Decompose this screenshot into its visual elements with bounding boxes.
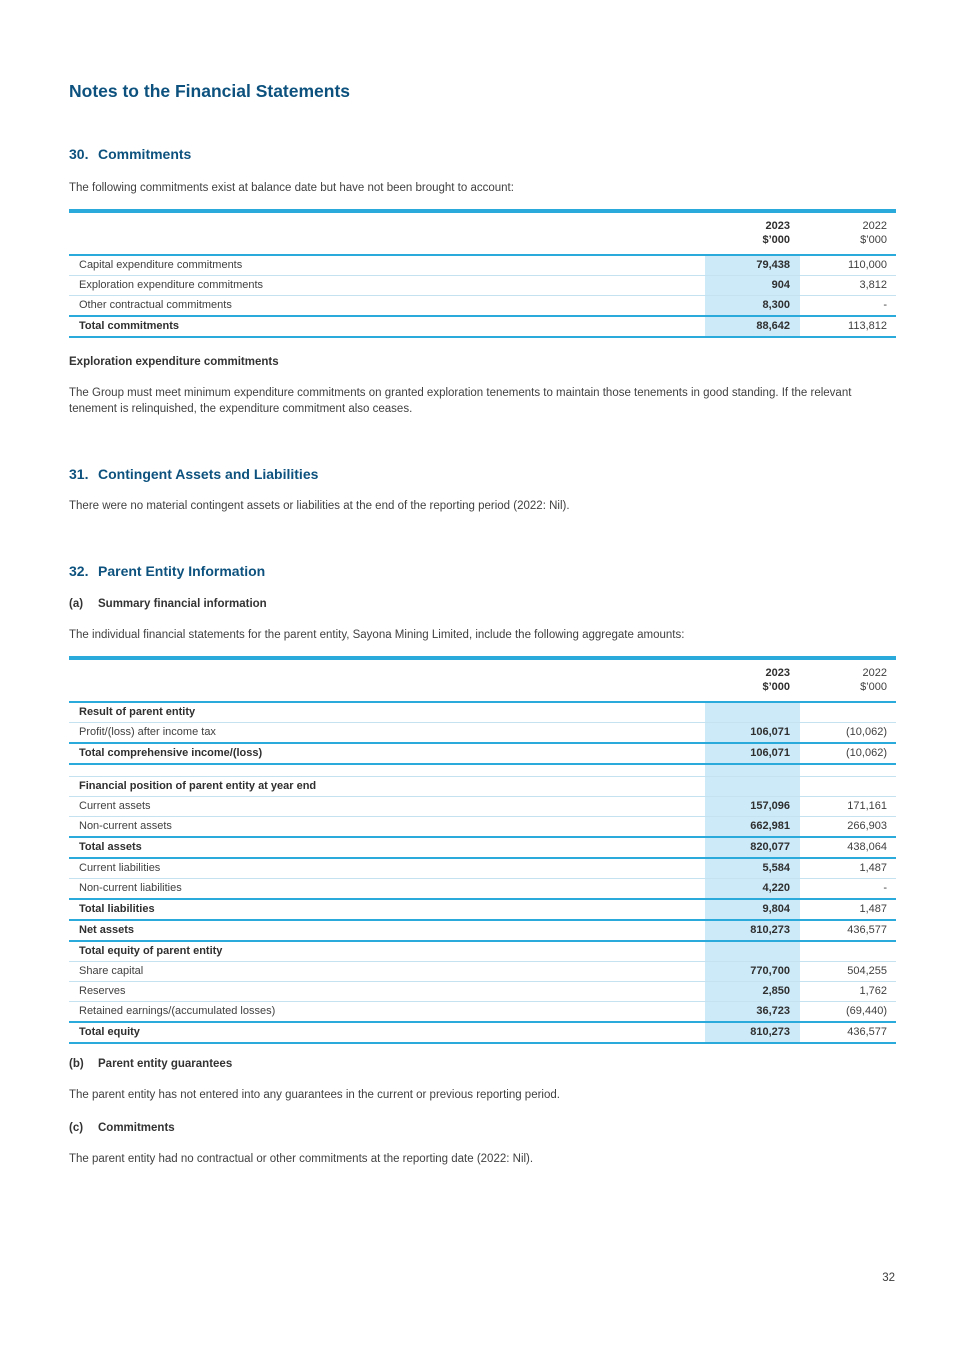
row-value-2023: 36,723	[705, 1002, 800, 1023]
row-label	[69, 764, 705, 777]
row-value-2023: 5,584	[705, 858, 800, 879]
table-row	[69, 722, 896, 743]
header-col-2022	[800, 211, 896, 255]
row-value-2022: 1,487	[859, 903, 887, 915]
row-label: Net assets	[79, 924, 135, 936]
header-col-2022	[800, 658, 896, 702]
header-label-spacer	[69, 658, 705, 702]
exploration-commitments-subheading	[69, 355, 896, 370]
row-label: Reserves	[79, 985, 126, 997]
row-label: Total comprehensive income/(loss)	[79, 746, 263, 759]
row-value-2023	[705, 702, 800, 723]
table-row	[69, 982, 896, 1002]
parent-entity-table	[69, 656, 896, 1045]
section-30-intro: The following commitments exist at balance date but have not been brought to account:	[69, 182, 514, 194]
row-value-2023: 106,071	[705, 743, 800, 764]
row-value-2023: 820,077	[705, 837, 800, 858]
section-30-body: The Group must meet minimum expenditure commitments on granted exploration tenements to maintain those tenements in good standing. If the relevant tenement is relinquished, the expenditure commitment also ceases.	[69, 386, 852, 415]
row-value-2023: 904	[705, 275, 800, 295]
table-row	[69, 275, 896, 295]
row-value-2022: 436,577	[847, 1026, 887, 1038]
row-value-2023	[705, 764, 800, 777]
row-value-2023: 2,850	[705, 982, 800, 1002]
section-30-number: 30.	[69, 146, 89, 162]
row-value-2023: 157,096	[705, 797, 800, 817]
section-31-body: There were no material contingent assets or liabilities at the end of the reporting period (2022: Nil).	[69, 499, 570, 512]
row-label: Total equity	[79, 1026, 140, 1038]
table-header-row	[69, 211, 896, 255]
section-31-heading	[69, 465, 896, 483]
table-row	[69, 316, 896, 337]
row-value-2022: 1,762	[859, 985, 887, 997]
row-value-2022: -	[883, 882, 887, 894]
header-unit-2023: $’000	[762, 680, 790, 693]
row-label: Profit/(loss) after income tax	[79, 725, 216, 738]
table-row	[69, 920, 896, 941]
sub-b-title: Parent entity guarantees	[98, 1058, 233, 1070]
row-label: Total liabilities	[79, 903, 155, 915]
page-number: 32	[882, 1272, 895, 1284]
row-value-2022	[800, 941, 896, 962]
row-value-2023: 810,273	[705, 920, 800, 941]
row-label: Other contractual commitments	[79, 298, 232, 311]
section-32-number: 32.	[69, 563, 89, 579]
sub-a-title: Summary financial information	[98, 598, 267, 610]
row-value-2023	[705, 777, 800, 797]
row-label: Current assets	[79, 800, 151, 812]
table-row	[69, 1002, 896, 1023]
header-label-spacer	[69, 211, 705, 255]
header-unit-2023: $’000	[762, 233, 790, 246]
sub-c-heading	[69, 1121, 896, 1136]
section-31-title: Contingent Assets and Liabilities	[98, 465, 319, 482]
row-label: Exploration expenditure commitments	[79, 278, 264, 291]
header-col-2023	[705, 658, 800, 702]
header-unit-2022: $’000	[860, 233, 887, 246]
row-value-2022: 3,812	[859, 278, 887, 291]
table-row	[69, 941, 896, 962]
row-value-2022: 436,577	[847, 924, 887, 936]
table-row	[69, 295, 896, 316]
section-32-heading	[69, 562, 896, 580]
row-label: Capital expenditure commitments	[79, 258, 243, 271]
table-row	[69, 702, 896, 723]
sub-c-title: Commitments	[98, 1121, 175, 1134]
section-30-title: Commitments	[98, 146, 192, 162]
row-value-2022: (10,062)	[846, 746, 887, 759]
sub-c-body: The parent entity had no contractual or other commitments at the reporting date (2022: Nil).	[69, 1152, 534, 1165]
table-row	[69, 743, 896, 764]
row-label: Share capital	[79, 965, 144, 977]
table-row	[69, 797, 896, 817]
table-row	[69, 764, 896, 777]
section-32-title: Parent Entity Information	[98, 563, 266, 579]
table-header-row	[69, 658, 896, 702]
header-year-2022: 2022	[862, 219, 887, 232]
table-row	[69, 962, 896, 982]
header-year-2023: 2023	[765, 219, 790, 232]
row-value-2022: 1,487	[859, 862, 887, 874]
row-value-2022: 113,812	[848, 319, 887, 332]
row-value-2022: 110,000	[848, 258, 887, 271]
row-value-2022: 171,161	[847, 800, 887, 812]
row-value-2022: 266,903	[847, 820, 887, 832]
row-value-2022	[800, 777, 896, 797]
row-value-2023: 79,438	[705, 255, 800, 276]
sub-a-heading	[69, 597, 896, 612]
table-row	[69, 817, 896, 838]
row-value-2022: 438,064	[847, 841, 887, 853]
table-row	[69, 777, 896, 797]
row-value-2022	[800, 702, 896, 723]
row-label: Financial position of parent entity at year end	[79, 780, 317, 792]
table-row	[69, 837, 896, 858]
row-label: Total assets	[79, 841, 142, 853]
sub-b-letter: (b)	[69, 1058, 84, 1070]
row-value-2023: 4,220	[705, 879, 800, 900]
row-value-2023: 8,300	[705, 295, 800, 316]
row-value-2023: 88,642	[705, 316, 800, 337]
page-title: Notes to the Financial Statements	[69, 81, 351, 101]
row-label: Total commitments	[79, 319, 180, 332]
table-row	[69, 899, 896, 920]
table-row	[69, 858, 896, 879]
table-row	[69, 255, 896, 276]
header-year-2023: 2023	[765, 666, 790, 679]
row-label: Non-current assets	[79, 820, 172, 832]
row-value-2022: (69,440)	[846, 1005, 887, 1017]
header-col-2023	[705, 211, 800, 255]
sub-b-heading	[69, 1057, 896, 1072]
sub-c-letter: (c)	[69, 1121, 84, 1134]
row-label: Non-current liabilities	[79, 882, 182, 894]
row-value-2023: 106,071	[705, 722, 800, 743]
section-31-number: 31.	[69, 465, 89, 482]
row-value-2022: (10,062)	[846, 725, 887, 738]
row-value-2023	[705, 941, 800, 962]
table-row	[69, 879, 896, 900]
row-value-2022: 504,255	[847, 965, 887, 977]
row-label: Result of parent entity	[79, 705, 196, 718]
row-value-2023: 662,981	[705, 817, 800, 838]
section-30-heading	[69, 145, 896, 163]
row-value-2023: 770,700	[705, 962, 800, 982]
header-year-2022: 2022	[862, 666, 887, 679]
commitments-table	[69, 209, 896, 338]
row-label: Current liabilities	[79, 862, 161, 874]
sub-a-body: The individual financial statements for the parent entity, Sayona Mining Limited, include the following aggregate amounts:	[69, 629, 685, 641]
sub-a-letter: (a)	[69, 598, 84, 610]
row-value-2023: 9,804	[705, 899, 800, 920]
table-row	[69, 1022, 896, 1043]
subheading-text: Exploration expenditure commitments	[69, 355, 279, 368]
row-label: Retained earnings/(accumulated losses)	[79, 1005, 276, 1017]
header-unit-2022: $’000	[860, 680, 887, 693]
row-value-2023: 810,273	[705, 1022, 800, 1043]
row-label: Total equity of parent entity	[79, 945, 223, 957]
sub-b-body: The parent entity has not entered into any guarantees in the current or previous reporting period.	[69, 1089, 560, 1101]
row-value-2022	[800, 764, 896, 777]
row-value-2022: -	[883, 298, 887, 311]
